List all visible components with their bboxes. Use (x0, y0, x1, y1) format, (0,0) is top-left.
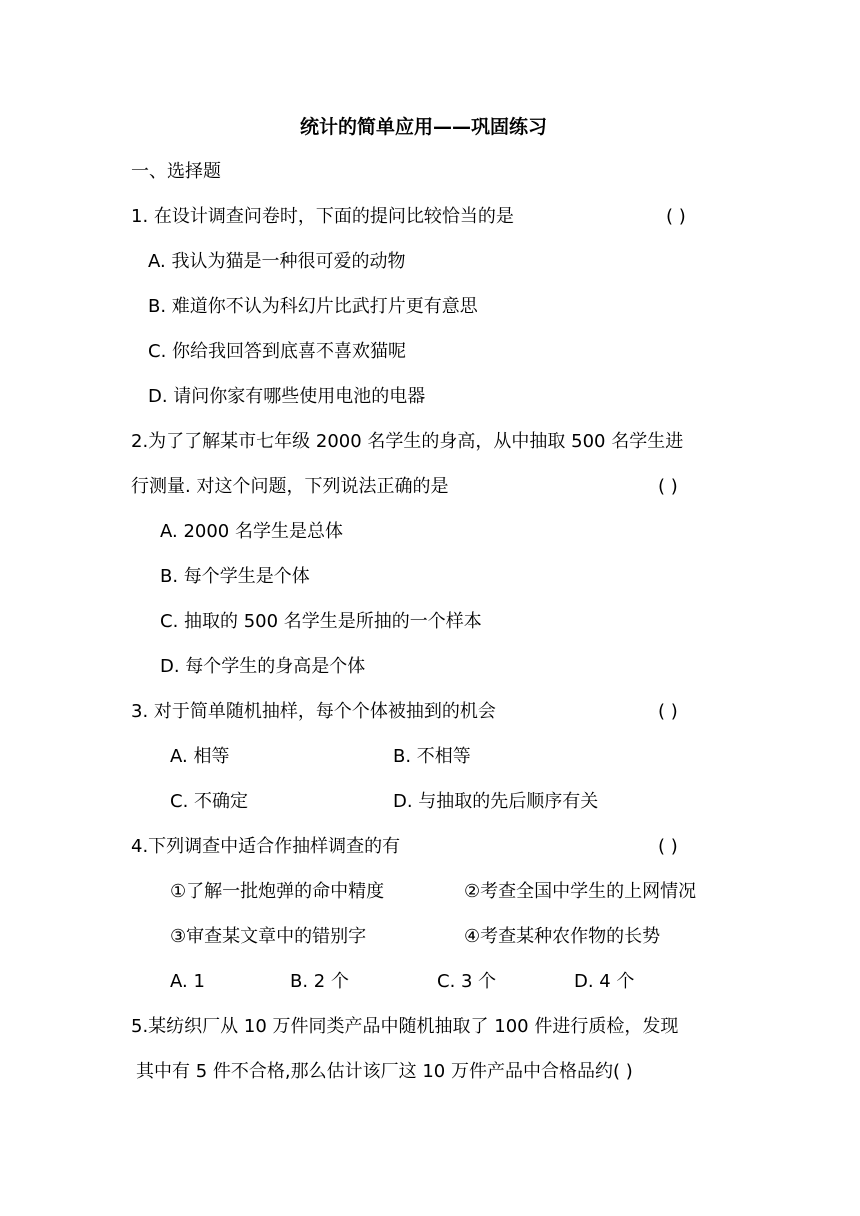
question-4-item-3: ③审查某文章中的错别字 (170, 926, 367, 947)
question-2-option-a: A. 2000 名学生是总体 (160, 521, 343, 542)
question-4-option-d: D. 4 个 (574, 971, 635, 992)
question-4-option-a: A. 1 (170, 971, 205, 992)
question-4-item-1: ①了解一批炮弹的命中精度 (170, 881, 385, 902)
question-4-option-b: B. 2 个 (290, 971, 349, 992)
question-1-option-d: D. 请问你家有哪些使用电池的电器 (148, 386, 426, 407)
question-5-stem-line-1: 5.某纺织厂从 10 万件同类产品中随机抽取了 100 件进行质检，发现 (131, 1016, 679, 1037)
question-3-option-c: C. 不确定 (170, 791, 249, 812)
question-2-answer-blank: ( ) (658, 476, 678, 497)
question-4-stem: 4.下列调查中适合作抽样调查的有 (131, 836, 401, 857)
page-title: 统计的简单应用——巩固练习 (300, 116, 548, 138)
question-3-option-b: B. 不相等 (393, 746, 471, 767)
question-4-answer-blank: ( ) (658, 836, 678, 857)
question-1-answer-blank: ( ) (666, 206, 686, 227)
section-heading: 一、选择题 (131, 161, 221, 182)
question-2-option-c: C. 抽取的 500 名学生是所抽的一个样本 (160, 611, 482, 632)
question-2-stem-line-2: 行测量. 对这个问题，下列说法正确的是 (131, 476, 449, 497)
question-1-stem: 1. 在设计调查问卷时，下面的提问比较恰当的是 (131, 206, 514, 227)
question-4-item-2: ②考查全国中学生的上网情况 (464, 881, 697, 902)
question-1-option-a: A. 我认为猫是一种很可爱的动物 (148, 251, 406, 272)
question-4-option-c: C. 3 个 (437, 971, 497, 992)
question-3-option-d: D. 与抽取的先后顺序有关 (393, 791, 599, 812)
question-2-stem-line-1: 2.为了了解某市七年级 2000 名学生的身高，从中抽取 500 名学生进 (131, 431, 684, 452)
question-2-option-d: D. 每个学生的身高是个体 (160, 656, 366, 677)
question-1-option-b: B. 难道你不认为科幻片比武打片更有意思 (148, 296, 478, 317)
question-1-option-c: C. 你给我回答到底喜不喜欢猫呢 (148, 341, 407, 362)
question-3-stem: 3. 对于简单随机抽样，每个个体被抽到的机会 (131, 701, 496, 722)
question-5-stem-line-2: 其中有 5 件不合格,那么估计该厂这 10 万件产品中合格品约( ) (136, 1061, 633, 1082)
question-3-answer-blank: ( ) (658, 701, 678, 722)
question-4-item-4: ④考查某种农作物的长势 (464, 926, 661, 947)
question-2-option-b: B. 每个学生是个体 (160, 566, 310, 587)
question-3-option-a: A. 相等 (170, 746, 230, 767)
